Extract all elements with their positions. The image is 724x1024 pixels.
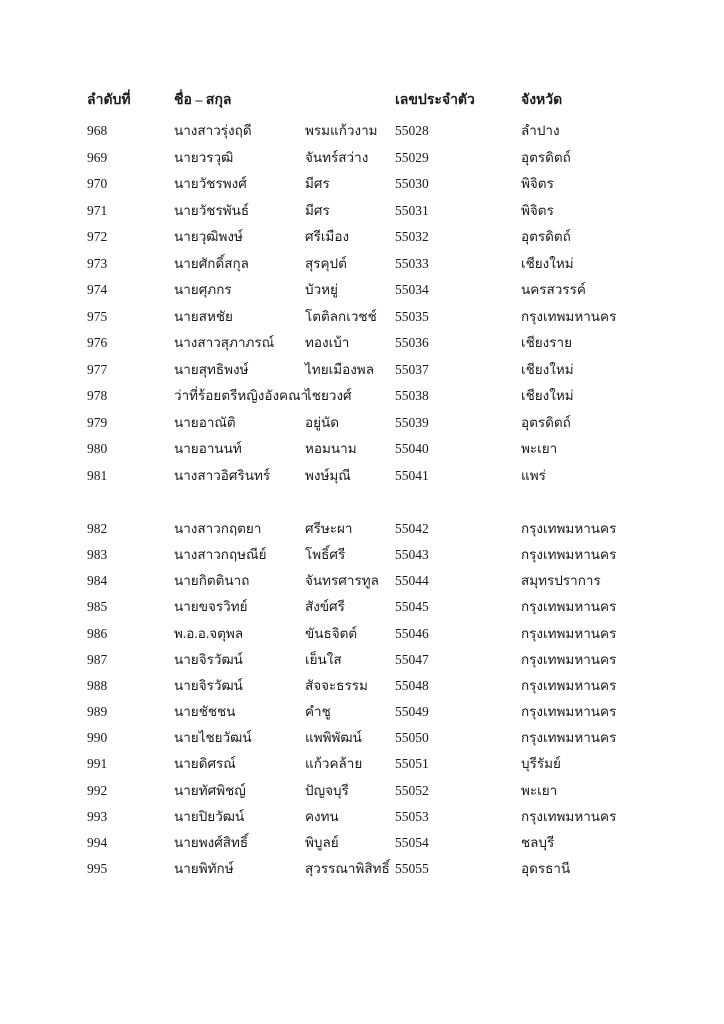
last-name: ไชยวงศ์ [305, 388, 352, 403]
row-number: 993 [87, 808, 108, 824]
last-name: ขันธจิตต์ [305, 625, 358, 641]
row-number: 985 [87, 599, 108, 615]
last-name: หอมนาม [305, 441, 357, 456]
last-name: แพพิพัฒน์ [305, 730, 362, 746]
student-id: 55048 [395, 677, 429, 693]
student-id: 55045 [395, 599, 429, 615]
last-name: โตติลกเวชช์ [305, 308, 377, 324]
province: กรุงเทพมหานคร [521, 547, 617, 563]
student-id: 55054 [395, 834, 429, 850]
table-row [0, 120, 724, 142]
last-name: สังข์ศรี [305, 599, 345, 615]
table-row [0, 279, 724, 301]
row-number: 971 [87, 202, 108, 218]
student-id: 55036 [395, 335, 429, 350]
student-id: 55043 [395, 547, 429, 563]
table-row [0, 623, 724, 645]
province: กรุงเทพมหานคร [521, 704, 617, 720]
student-id: 55055 [395, 860, 429, 876]
student-id: 55046 [395, 625, 429, 641]
last-name: คำชู [305, 704, 331, 720]
last-name: ไทยเมืองพล [305, 361, 374, 377]
table-row [0, 385, 724, 407]
row-number: 991 [87, 756, 108, 772]
table-row [0, 306, 724, 328]
first-name: นางสาวกฤษณีย์ [174, 547, 267, 563]
last-name: คงทน [305, 808, 339, 824]
table-row [0, 701, 724, 723]
table-row [0, 226, 724, 248]
row-number: 968 [87, 123, 108, 138]
first-name: นายจิรวัฒน์ [174, 651, 243, 667]
first-name: นางสาวรุ่งฤดี [174, 123, 252, 138]
first-name: นายวัชรพันธ์ [174, 202, 250, 218]
last-name: พิบูลย์ [305, 834, 339, 850]
province: พะเยา [521, 441, 558, 456]
table-row [0, 649, 724, 671]
last-name: บัวหยู่ [305, 282, 338, 297]
student-id: 55040 [395, 441, 429, 456]
province: กรุงเทพมหานคร [521, 521, 617, 536]
last-name: ปัญจบุรี [305, 782, 349, 798]
table-row [0, 753, 724, 775]
header-province: จังหวัด [521, 93, 563, 108]
first-name: นางสาวกฤตยา [174, 521, 262, 536]
table-row [0, 465, 724, 487]
first-name: นายไชยวัฒน์ [174, 730, 252, 746]
province: อุดรธานี [521, 860, 571, 876]
province: กรุงเทพมหานคร [521, 599, 617, 615]
province: กรุงเทพมหานคร [521, 808, 617, 824]
row-number: 994 [87, 834, 108, 850]
student-id: 55035 [395, 308, 429, 324]
table-row [0, 806, 724, 828]
student-id: 55049 [395, 704, 429, 720]
student-id: 55028 [395, 123, 429, 138]
first-name: นายวรวุฒิ [174, 149, 234, 165]
province: แพร่ [521, 467, 546, 483]
first-name: นายดิศรณ์ [174, 756, 236, 772]
first-name: นายอานนท์ [174, 441, 242, 456]
first-name: นายทัศพิชญ์ [174, 782, 246, 798]
province: อุตรดิตถ์ [521, 229, 571, 244]
header-id: เลขประจำตัว [395, 93, 475, 108]
province: กรุงเทพมหานคร [521, 677, 617, 693]
student-id: 55042 [395, 521, 429, 536]
first-name: นางสาวสุภาภรณ์ [174, 335, 275, 350]
table-row [0, 173, 724, 195]
table-row [0, 675, 724, 697]
last-name: สัจจะธรรม [305, 677, 368, 693]
last-name: ศรีษะผา [305, 521, 353, 536]
last-name: อยู่นัด [305, 414, 340, 430]
table-row [0, 359, 724, 381]
province: กรุงเทพมหานคร [521, 730, 617, 746]
row-number: 981 [87, 467, 108, 483]
table-row [0, 438, 724, 460]
row-number: 990 [87, 730, 108, 746]
table-row [0, 832, 724, 854]
first-name: นายวุฒิพงษ์ [174, 229, 243, 244]
province: อุตรดิตถ์ [521, 414, 571, 430]
table-row [0, 518, 724, 540]
first-name: นายศักดิ์สกุล [174, 255, 249, 271]
province: อุตรดิตถ์ [521, 149, 571, 165]
table-row [0, 544, 724, 566]
row-number: 970 [87, 176, 108, 191]
last-name: ทองเบ้า [305, 335, 350, 350]
last-name: สุวรรณาพิสิทธิ์ [305, 860, 390, 876]
first-name: นายสุทธิพงษ์ [174, 361, 249, 377]
province: นครสวรรค์ [521, 282, 586, 297]
student-id: 55051 [395, 756, 429, 772]
province: เชียงใหม่ [521, 255, 574, 271]
province: เชียงใหม่ [521, 388, 574, 403]
first-name: นายขจรวิทย์ [174, 599, 248, 615]
header-name: ชื่อ – สกุล [174, 93, 232, 108]
last-name: สุรคุปต์ [305, 255, 347, 271]
row-number: 988 [87, 677, 108, 693]
row-number: 987 [87, 651, 108, 667]
first-name: นายวัชรพงศ์ [174, 176, 247, 191]
table-row [0, 200, 724, 222]
province: พิจิตร [521, 176, 554, 191]
student-id: 55044 [395, 573, 429, 589]
province: กรุงเทพมหานคร [521, 308, 617, 324]
row-number: 982 [87, 521, 108, 536]
last-name: ศรีเมือง [305, 229, 350, 244]
first-name: นายพิทักษ์ [174, 860, 234, 876]
first-name: นายกิตตินาถ [174, 573, 250, 589]
province: ชลบุรี [521, 834, 555, 850]
row-number: 978 [87, 388, 108, 403]
province: ลำปาง [521, 123, 560, 138]
row-number: 977 [87, 361, 108, 377]
first-name: นายสหชัย [174, 308, 233, 324]
first-name: พ.อ.อ.จตุพล [174, 625, 244, 641]
first-name: นายอาณัติ [174, 414, 236, 430]
row-number: 969 [87, 149, 108, 165]
last-name: พรมแก้วงาม [305, 123, 378, 138]
header-number: ลำดับที่ [87, 93, 131, 108]
row-number: 973 [87, 255, 108, 271]
table-row [0, 858, 724, 880]
province: พะเยา [521, 782, 558, 798]
province: กรุงเทพมหานคร [521, 651, 617, 667]
last-name: มีศร [305, 202, 330, 218]
first-name: นายปิยวัฒน์ [174, 808, 245, 824]
row-number: 983 [87, 547, 108, 563]
row-number: 975 [87, 308, 108, 324]
student-id: 55033 [395, 255, 429, 271]
first-name: นายศุภกร [174, 282, 232, 297]
row-number: 980 [87, 441, 108, 456]
student-id: 55037 [395, 361, 429, 377]
table-header [0, 90, 724, 112]
student-id: 55038 [395, 388, 429, 403]
student-id: 55029 [395, 149, 429, 165]
last-name: พงษ์มุณี [305, 467, 351, 483]
first-name: นางสาวอิศรินทร์ [174, 467, 271, 483]
first-name: ว่าที่ร้อยตรีหญิงอังคณา [174, 388, 309, 403]
student-id: 55039 [395, 414, 429, 430]
student-id: 55031 [395, 202, 429, 218]
row-number: 974 [87, 282, 108, 297]
table-row [0, 727, 724, 749]
table-row [0, 596, 724, 618]
row-number: 979 [87, 414, 108, 430]
province: เชียงใหม่ [521, 361, 574, 377]
row-number: 986 [87, 625, 108, 641]
province: บุรีรัมย์ [521, 756, 561, 772]
student-id: 55030 [395, 176, 429, 191]
province: สมุทรปราการ [521, 573, 601, 589]
table-row [0, 332, 724, 354]
province: พิจิตร [521, 202, 554, 218]
province: กรุงเทพมหานคร [521, 625, 617, 641]
last-name: จันทรศารทูล [305, 573, 379, 589]
last-name: มีศร [305, 176, 330, 191]
table-row [0, 412, 724, 434]
row-number: 989 [87, 704, 108, 720]
table-row [0, 253, 724, 275]
row-number: 976 [87, 335, 108, 350]
table-row [0, 780, 724, 802]
student-id: 55053 [395, 808, 429, 824]
row-number: 995 [87, 860, 108, 876]
table-row [0, 147, 724, 169]
first-name: นายชัชชน [174, 704, 236, 720]
student-id: 55032 [395, 229, 429, 244]
row-number: 984 [87, 573, 108, 589]
row-number: 992 [87, 782, 108, 798]
student-id: 55047 [395, 651, 429, 667]
student-id: 55034 [395, 282, 429, 297]
last-name: แก้วคล้าย [305, 756, 363, 772]
student-id: 55050 [395, 730, 429, 746]
last-name: จันทร์สว่าง [305, 149, 369, 165]
student-id: 55041 [395, 467, 429, 483]
first-name: นายจิรวัฒน์ [174, 677, 243, 693]
last-name: โพธิ์ศรี [305, 547, 346, 563]
first-name: นายพงศ์สิทธิ์ [174, 834, 249, 850]
table-row [0, 570, 724, 592]
province: เชียงราย [521, 335, 573, 350]
student-id: 55052 [395, 782, 429, 798]
row-number: 972 [87, 229, 108, 244]
last-name: เย็นใส [305, 651, 342, 667]
